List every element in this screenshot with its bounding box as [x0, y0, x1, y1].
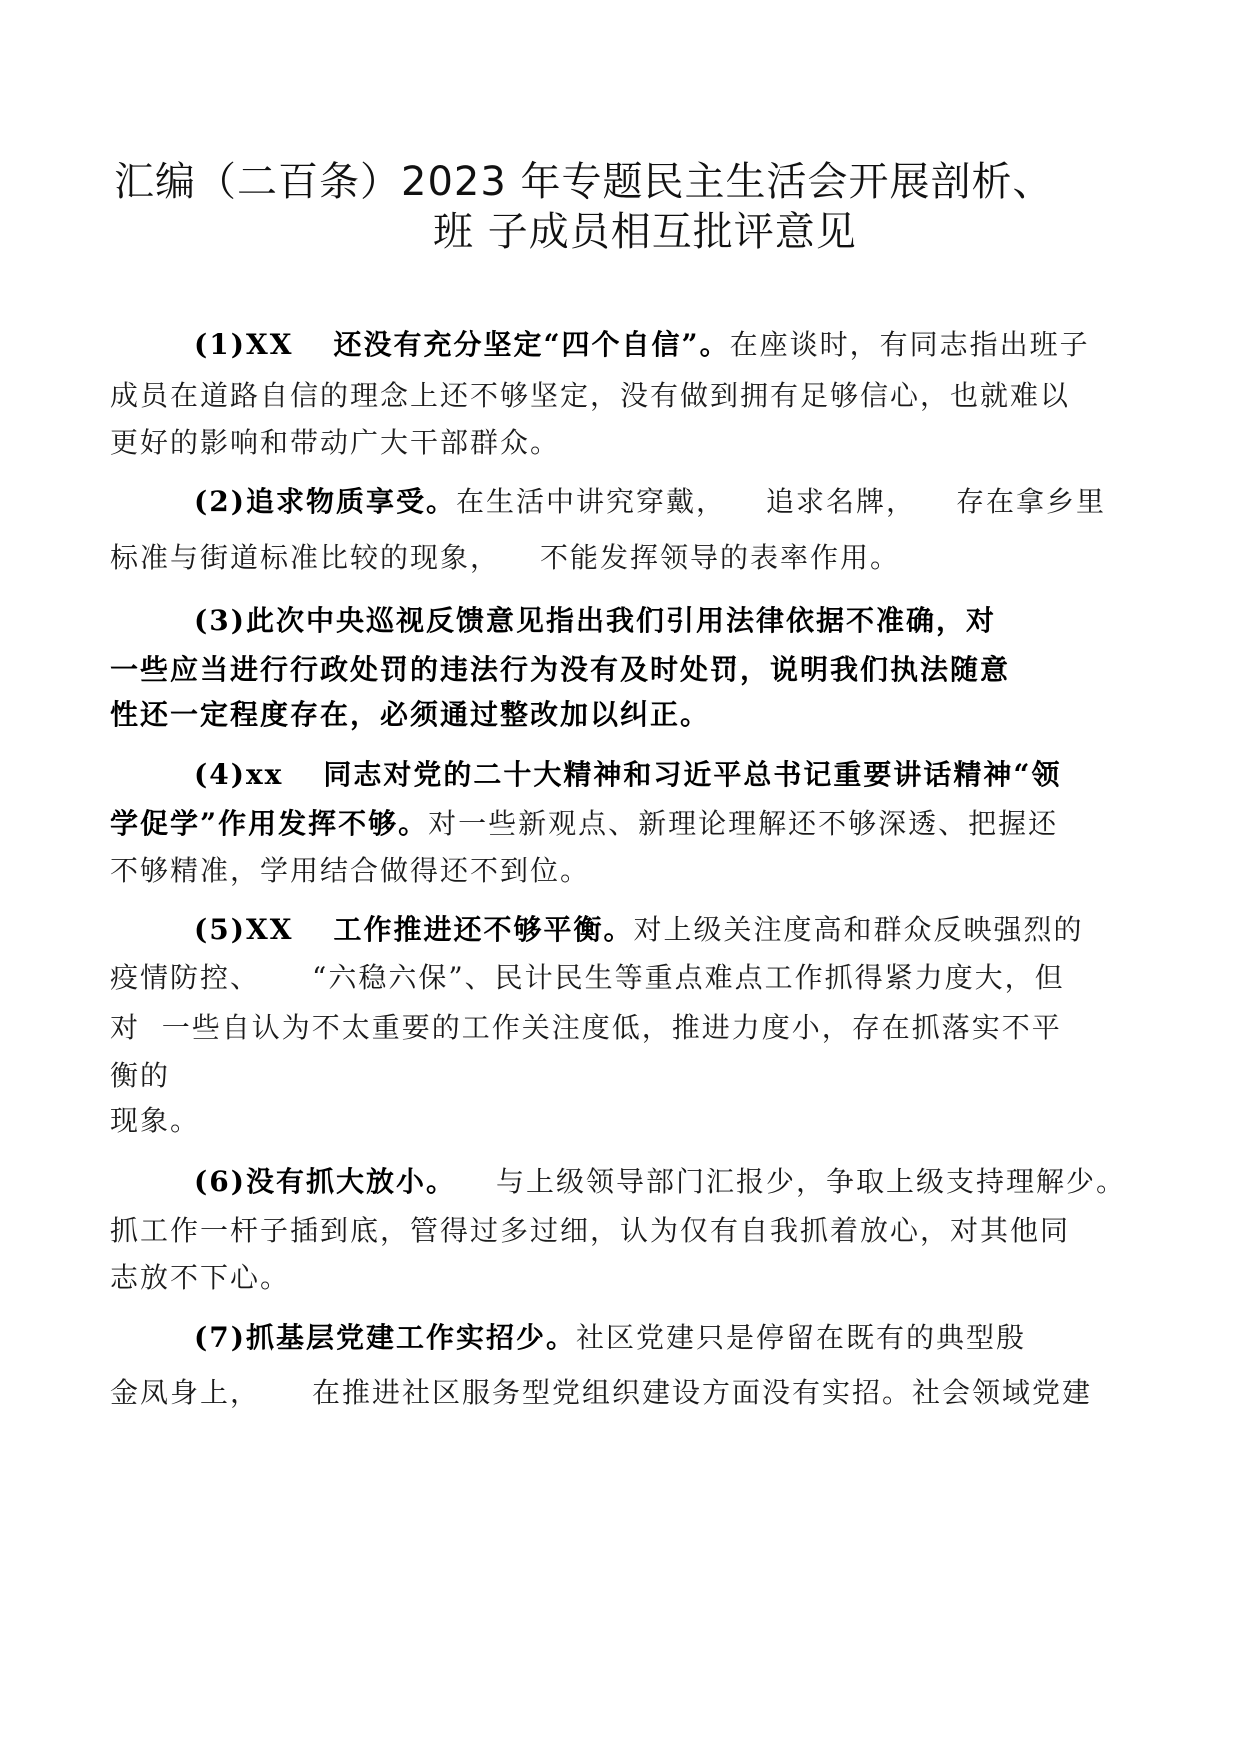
item-7-number: (7): [194, 1321, 246, 1354]
item-2-text-a: 在生活中讲究穿戴，: [456, 485, 727, 518]
item-1-line-2: 成员在道路自信的理念上还不够坚定，没有做到拥有足够信心，也就难以: [110, 379, 1071, 412]
item-5-line-4: 衡的: [110, 1059, 171, 1092]
item-5-first-line: [194, 912, 1083, 948]
item-5-line-2a: 疫情防控、: [110, 961, 261, 994]
item-4-heading: 同志对党的二十大精神和习近平总书记重要讲话精神“领: [323, 758, 1062, 791]
item-7-line-2b: 在推进社区服务型党组织建设方面没有实招。社会领域党建: [312, 1376, 1093, 1409]
item-4-line-3: 不够精准，学用结合做得还不到位。: [110, 854, 591, 887]
item-3-first-line: [194, 603, 996, 639]
item-3-heading: 此次中央巡视反馈意见指出我们引用法律依据不准确，对: [245, 604, 996, 637]
item-2-heading: 追求物质享受。: [245, 485, 456, 518]
item-6-heading: 没有抓大放小。: [245, 1165, 456, 1198]
item-5-number: (5)XX: [194, 913, 294, 946]
item-6-first-line: [194, 1164, 1126, 1200]
item-1-line-3: 更好的影响和带动广大干部群众。: [110, 426, 561, 459]
item-4-first-line: [194, 757, 1061, 793]
item-2-number: (2): [194, 485, 246, 518]
item-6-line-3: 志放不下心。: [110, 1261, 291, 1294]
item-2-text-b: 追求名牌，: [766, 485, 917, 518]
item-7-text: 社区党建只是停留在既有的典型殷: [576, 1321, 1027, 1354]
item-7-line-2: [110, 1375, 1092, 1411]
item-6-line-2: 抓工作一杆子插到底，管得过多过细，认为仅有自我抓着放心，对其他同: [110, 1214, 1071, 1247]
item-2-line-2: [110, 540, 900, 576]
item-6-number: (6): [194, 1165, 246, 1198]
item-1-heading: 还没有充分坚定“四个自信”。: [333, 328, 730, 361]
item-5-line-3: 对 一些自认为不太重要的工作关注度低，推进力度小，存在抓落实不平: [110, 1011, 1062, 1044]
item-3-number: (3): [194, 604, 246, 637]
item-7-line-2a: 金凤身上，: [110, 1376, 261, 1409]
item-6-text: 与上级领导部门汇报少，争取上级支持理解少。: [496, 1165, 1127, 1198]
item-5-heading: 工作推进还不够平衡。: [333, 913, 634, 946]
document-title-line-1: 汇编（二百条）2023 年专题民主生活会开展剖析、: [114, 159, 1054, 205]
item-1-first-line: [194, 327, 1090, 363]
item-5-text: 对上级关注度高和群众反映强烈的: [633, 913, 1084, 946]
item-4-line-2: [110, 806, 1058, 842]
item-5-line-5: 现象。: [110, 1104, 201, 1137]
item-1-number: (1)XX: [194, 328, 294, 361]
item-4-number: (4)xx: [194, 758, 284, 791]
item-2-line-2a: 标准与街道标准比较的现象，: [110, 541, 501, 574]
item-5-line-2b: “六稳六保”、民计民生等重点难点工作抓得紧力度大，但: [312, 961, 1065, 994]
item-5-line-2: [110, 960, 1065, 996]
item-1-text: 在座谈时，有同志指出班子: [729, 328, 1090, 361]
document-title-line-2: 班 子成员相互批评意见: [433, 209, 857, 255]
item-7-first-line: [194, 1320, 1026, 1356]
item-4-text: 对一些新观点、新理论理解还不够深透、把握还: [428, 807, 1059, 840]
item-2-first-line: [194, 484, 1106, 520]
item-3-line-2: 一些应当进行行政处罚的违法行为没有及时处罚，说明我们执法随意: [110, 653, 1011, 686]
item-7-heading: 抓基层党建工作实招少。: [245, 1321, 576, 1354]
item-2-text-c: 存在拿乡里: [956, 485, 1107, 518]
item-3-line-3: 性还一定程度存在，必须通过整改加以纠正。: [110, 698, 711, 731]
item-4-heading-cont: 学促学”作用发挥不够。: [110, 807, 429, 840]
item-2-line-2b: 不能发挥领导的表率作用。: [540, 541, 901, 574]
